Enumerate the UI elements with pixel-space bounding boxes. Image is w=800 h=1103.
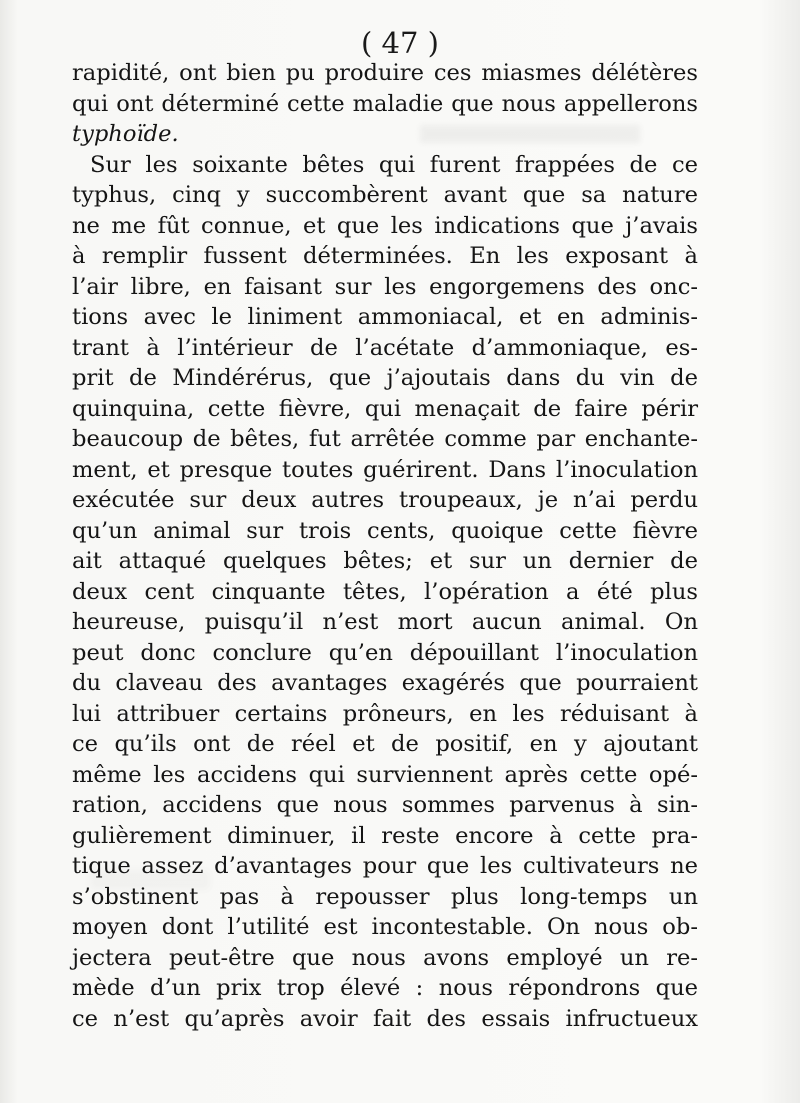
text-line: s’obstinent pas à repousser plus long-temps un xyxy=(72,883,698,910)
text-line: ration, accidens que nous sommes parvenus à sin- xyxy=(72,792,698,818)
body-text xyxy=(72,58,698,1034)
text-line: prit de Mindérérus, que j’ajoutais dans du vin de xyxy=(72,365,698,391)
text-line: peut donc conclure qu’en dépouillant l’inoculation xyxy=(72,639,698,666)
text-line: typhoïde. xyxy=(72,121,179,147)
text-line: ce n’est qu’après avoir fait des essais infructueux xyxy=(72,1005,698,1032)
text-line: tique assez d’avantages pour que les cultivateurs ne xyxy=(72,853,698,879)
text-line: ait attaqué quelques bêtes; et sur un dernier de xyxy=(72,548,698,574)
text-line: ce qu’ils ont de réel et de positif, en y ajoutant xyxy=(72,731,698,757)
text-line: l’air libre, en faisant sur les engorgemens des onc- xyxy=(72,273,698,300)
text-line: lui attribuer certains prôneurs, en les réduisant à xyxy=(72,700,698,727)
text-line: ment, et presque toutes guérirent. Dans l’inoculation xyxy=(72,456,698,483)
text-line: trant à l’intérieur de l’acétate d’ammoniaque, es- xyxy=(72,334,698,361)
text-line: rapidité, ont bien pu produire ces miasmes délétères xyxy=(72,60,698,86)
page-number: ( 47 ) xyxy=(361,26,439,60)
text-line: à remplir fussent déterminées. En les exposant à xyxy=(72,243,698,269)
text-line: deux cent cinquante têtes, l’opération a été plus xyxy=(72,578,698,605)
text-line: moyen dont l’utilité est incontestable. On nous ob- xyxy=(72,914,698,940)
text-line: jectera peut-être que nous avons employé un re- xyxy=(72,944,698,971)
text-line: exécutée sur deux autres troupeaux, je n’ai perdu xyxy=(72,487,698,513)
text-line: du claveau des avantages exagérés que pourraient xyxy=(72,670,698,696)
text-line: quinquina, cette fièvre, qui menaçait de faire périr xyxy=(72,395,698,422)
text-line: qu’un animal sur trois cents, quoique cette fièvre xyxy=(72,517,698,544)
text-line: gulièrement diminuer, il reste encore à cette pra- xyxy=(72,822,698,849)
text-line: mède d’un prix trop élevé : nous répondrons que xyxy=(72,975,698,1001)
text-line: Sur les soixante bêtes qui furent frappées de ce xyxy=(90,151,698,178)
text-line: heureuse, puisqu’il n’est mort aucun animal. On xyxy=(72,609,698,635)
text-line: typhus, cinq y succombèrent avant que sa nature xyxy=(72,182,698,208)
text-line: beaucoup de bêtes, fut arrêtée comme par enchante- xyxy=(72,426,698,452)
text-line: ne me fût connue, et que les indications que j’avais xyxy=(72,212,698,239)
text-line: même les accidens qui surviennent après cette opé- xyxy=(72,761,698,788)
text-line: tions avec le liniment ammoniacal, et en adminis- xyxy=(72,304,698,330)
text-line: qui ont déterminé cette maladie que nous appellerons xyxy=(72,90,698,117)
